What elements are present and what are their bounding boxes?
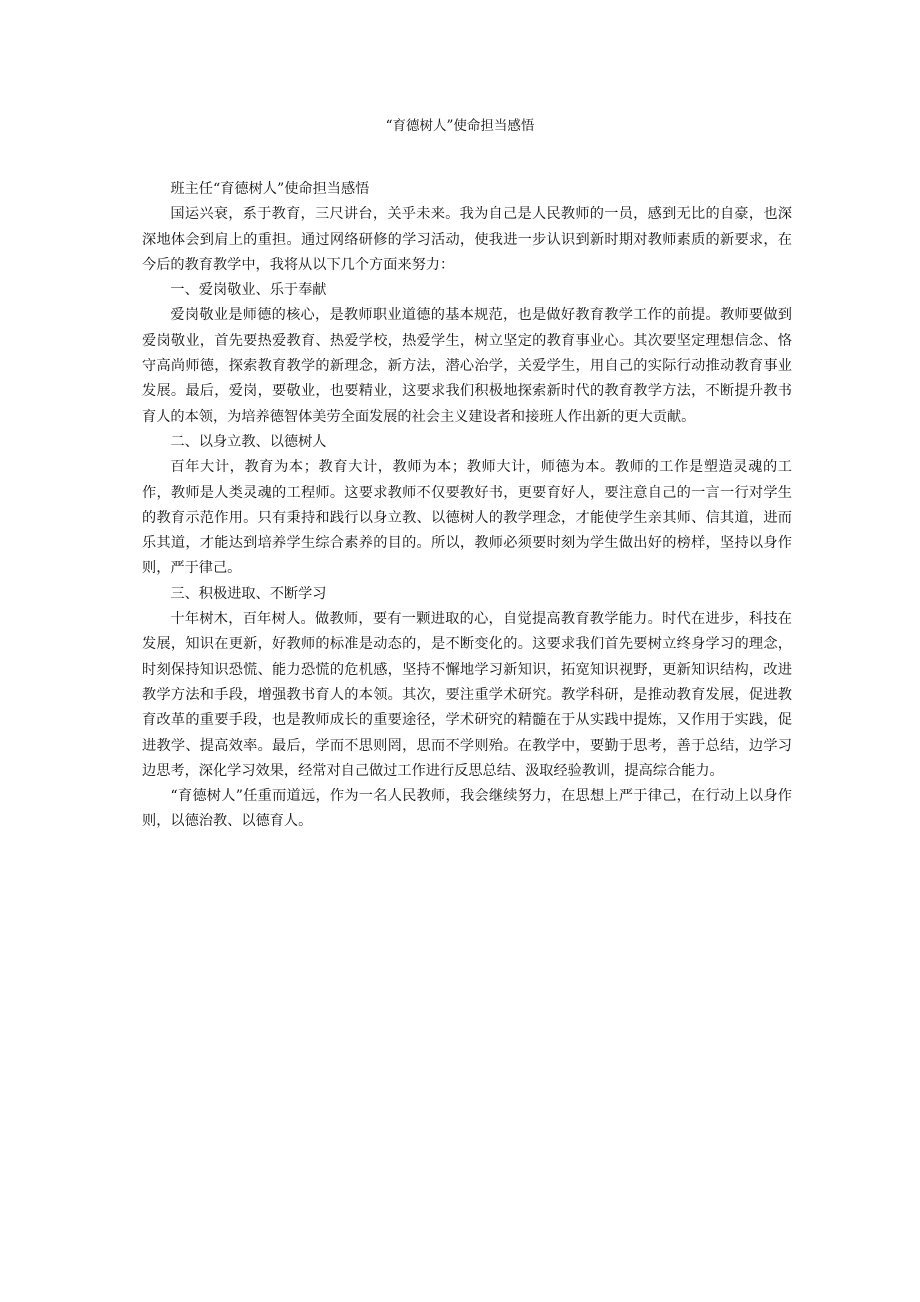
paragraph-section-3: 十年树木，百年树人。做教师，要有一颗进取的心，自觉提高教育教学能力。时代在进步，科技在发展，知识在更新，好教师的标准是动态的，是不断变化的。这要求我们首先要树立终身学习的理念，时刻保持知识恐慌、能力恐慌的危机感，坚持不懈地学习新知识，拓宽知识视野，更新知识结构，改进教学方法和手段，增强教书育人的本领。其次，要注重学术研究。教学科研，是推动教育发展，促进教育改革的重要手段，也是教师成长的重要途径，学术研究的精髓在于从实践中提炼，又作用于实践，促进教学、提高效率。最后，学而不思则罔，思而不学则殆。在教学中，要勤于思考，善于总结，边学习边思考，深化学习效果，经常对自己做过工作进行反思总结、汲取经验教训，提高综合能力。	[142, 611, 792, 779]
paragraph-section-2: 百年大计，教育为本；教育大计，教师为本；教师大计，师德为本。教师的工作是塑造灵魂的工作，教师是人类灵魂的工程师。这要求教师不仅要教好书，更要育好人，要注意自己的一言一行对学生的教育示范作用。只有秉持和践行以身立教、以德树人的教学理念，才能使学生亲其师、信其道，进而乐其道，才能达到培养学生综合素养的目的。所以，教师必须要时刻为学生做出好的榜样，坚持以身作则，严于律己。	[142, 459, 792, 577]
section-heading-2: 二、以身立教、以德树人	[170, 433, 327, 450]
paragraph-section-1: 爱岗敬业是师德的核心，是教师职业道德的基本规范，也是做好教育教学工作的前提。教师要做到爱岗敬业，首先要热爱教育、热爱学校，热爱学生，树立坚定的教育事业心。其次要坚定理想信念、恪守高尚师德，探索教育教学的新理念，新方法，潜心治学，关爱学生，用自己的实际行动推动教育事业发展。最后，爱岗，要敬业，也要精业，这要求我们积极地探索新时代的教育教学方法，不断提升教书育人的本领，为培养德智体美劳全面发展的社会主义建设者和接班人作出新的更大贡献。	[142, 307, 792, 425]
paragraph-intro: 国运兴衰，系于教育，三尺讲台，关乎未来。我为自己是人民教师的一员，感到无比的自豪，也深深地体会到肩上的重担。通过网络研修的学习活动，使我进一步认识到新时期对教师素质的新要求，在今后的教育教学中，我将从以下几个方面来努力：	[142, 206, 792, 273]
section-heading-1: 一、爱岗敬业、乐于奉献	[170, 282, 327, 299]
section-heading-3: 三、积极进取、不断学习	[170, 585, 327, 602]
document-body	[142, 177, 792, 835]
paragraph-subtitle: 班主任“育德树人”使命担当感悟	[170, 181, 370, 197]
paragraph-conclusion: “育德树人”任重而道远，作为一名人民教师，我会继续努力，在思想上严于律己，在行动上以身作则，以德治教、以德育人。	[142, 788, 792, 830]
document-title: “育德树人”使命担当感悟	[385, 118, 535, 134]
